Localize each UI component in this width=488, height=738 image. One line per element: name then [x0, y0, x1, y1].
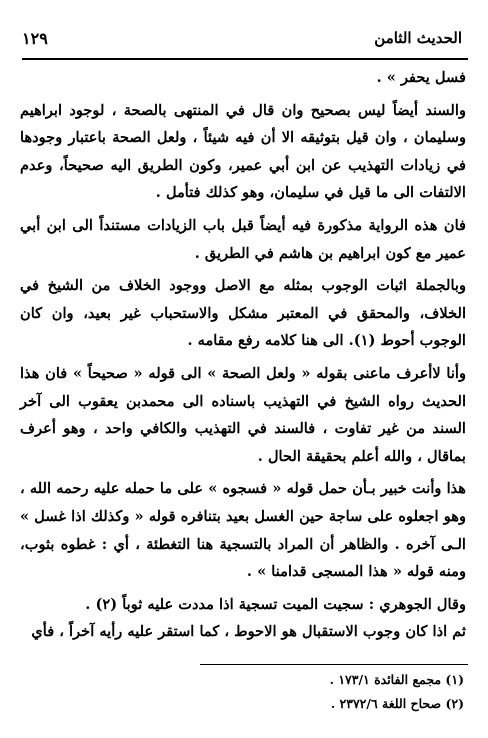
- paragraph: ثم اذا كان وجوب الاستقبال هو الاحوط ، كما استقر عليه رأيه آخراً ، فأي: [31, 623, 466, 641]
- running-title: الحديث الثامن: [374, 29, 462, 47]
- main-text: [20, 64, 466, 646]
- paragraph: والسند أيضاً ليس بصحيح وان قال في المنتهى بالصحة ، لوجود ابراهيم وسليمان ، وان قيل بتوثيقه الا أن فيه شيئاً ، ولعل الصحة باعتبار وجودها في زيادات التهذيب عن ابن أبي عمير، وكون الطريق اليه صحيحاً، وعدم الالتفات الى ما قيل في سليمان، وهو كذلك فتأمل .: [20, 101, 466, 202]
- paragraph: هذا وأنت خبير بـأن حمل قوله « فسجوه » على ما حمله عليه رحمه الله ، وهو اجعلوه على ساجة حين الغسل بعيد بتنافره قوله « وكذلك اذا غسل » الـى آخره . والظاهر أن المراد بالتسجية هنا التغطئة ، أي : غطوه بثوب، ومنه قوله « هذا المسجى قدامنا » .: [20, 480, 466, 581]
- header-rule: [22, 58, 468, 60]
- paragraph: وقال الجوهري : سجيت الميت تسجية اذا مددت عليه ثوباً (٢) .: [85, 595, 466, 613]
- paragraph: فسل يحفر » .: [376, 69, 466, 86]
- page-number: ١٢٩: [22, 28, 48, 48]
- footnote: (٢) صحاح اللغة ٢٣٧٢/٦ .: [330, 696, 464, 711]
- paragraph: فان هذه الرواية مذكورة فيه أيضاً قبل باب الزيادات مستنداً الى ابن أبي عمير مع كون ابراهيم بن هاشم في الطريق .: [20, 216, 466, 262]
- paragraph: وبالجملة اثبات الوجوب بمثله مع الاصل ووجود الخلاف من الشيخ في الخلاف، والمحقق في المعتبر مشكل والاستحباب غير بعيد، وان كان الوجوب أحوط (١). الى هنا كلامه رفع مقامه .: [20, 277, 466, 350]
- paragraph: وأنا لاأعرف ماعنى بقوله « ولعل الصحة » الى قوله « صحيحاً » فان هذا الحديث رواه الشيخ في التهذيب باسناده الى محمدبن يعقوب الى آخر السند من غير تفاوت ، فالسند في التهذيب والكافي واحد ، وهو أعرف بماقال ، والله أعلم بحقيقة الحال .: [20, 364, 466, 465]
- footnotes: [180, 668, 464, 716]
- page-header: [22, 22, 462, 54]
- footnote: (١) مجمع الفائدة ١٧٣/١ .: [329, 672, 464, 687]
- footnote-rule: [200, 664, 468, 665]
